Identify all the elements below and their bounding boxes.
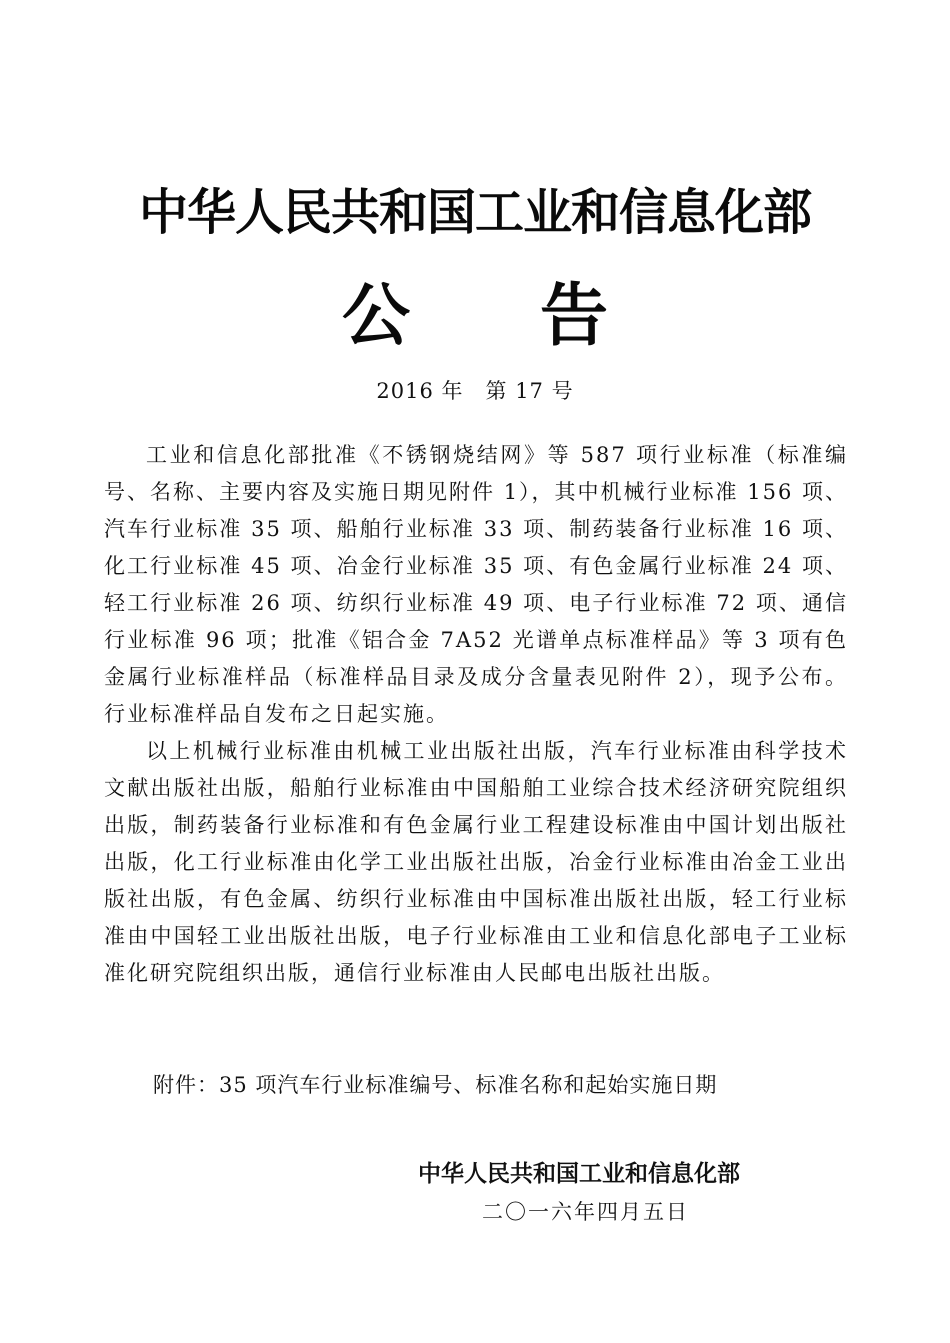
body-paragraph-2: 以上机械行业标准由机械工业出版社出版，汽车行业标准由科学技术文献出版社出版，船舶行业标准由中国船舶工业综合技术经济研究院组织出版，制药装备行业标准和有色金属行业工程建设标准由中国计划出版社出版，化工行业标准由化学工业出版社出版，冶金行业标准由冶金工业出版社出版，有色金属、纺织行业标准由中国标准出版社出版，轻工行业标准由中国轻工业出版社出版，电子行业标准由工业和信息化部电子工业标准化研究院组织出版，通信行业标准由人民邮电出版社出版。 bbox=[104, 739, 848, 985]
doc-year: 2016 年 bbox=[376, 379, 464, 403]
document-number bbox=[0, 377, 950, 405]
announcement-body bbox=[104, 437, 848, 992]
attachment-note: 附件：35 项汽车行业标准编号、标准名称和起始实施日期 bbox=[153, 1073, 718, 1097]
document-type-heading bbox=[0, 272, 950, 362]
body-paragraph-1: 工业和信息化部批准《不锈钢烧结网》等 587 项行业标准（标准编号、名称、主要内容及实施日期见附件 1），其中机械行业标准 156 项、汽车行业标准 35 项、船舶行业标准 33 项、制药装备行业标准 16 项、化工行业标准 45 项、冶金行业标准 35 项、有色金属行业标准 24 项、轻工行业标准 26 项、纺织行业标准 49 项、电子行业标准 72 项、通信行业标准 96 项；批准《铝合金 7A52 光谱单点标准样品》等 3 项有色金属行业标准样品（标准样品目录及成分含量表见附件 2），现予公布。行业标准样品自发布之日起实施。 bbox=[104, 443, 848, 726]
doc-type-char-2: 告 bbox=[540, 277, 609, 356]
signing-organization: 中华人民共和国工业和信息化部 bbox=[418, 1161, 740, 1187]
doc-issue-number: 第 17 号 bbox=[485, 379, 574, 403]
doc-type-char-1: 公 bbox=[341, 277, 410, 356]
issuing-org-title: 中华人民共和国工业和信息化部 bbox=[138, 184, 811, 241]
issue-date: 二〇一六年四月五日 bbox=[482, 1200, 689, 1224]
